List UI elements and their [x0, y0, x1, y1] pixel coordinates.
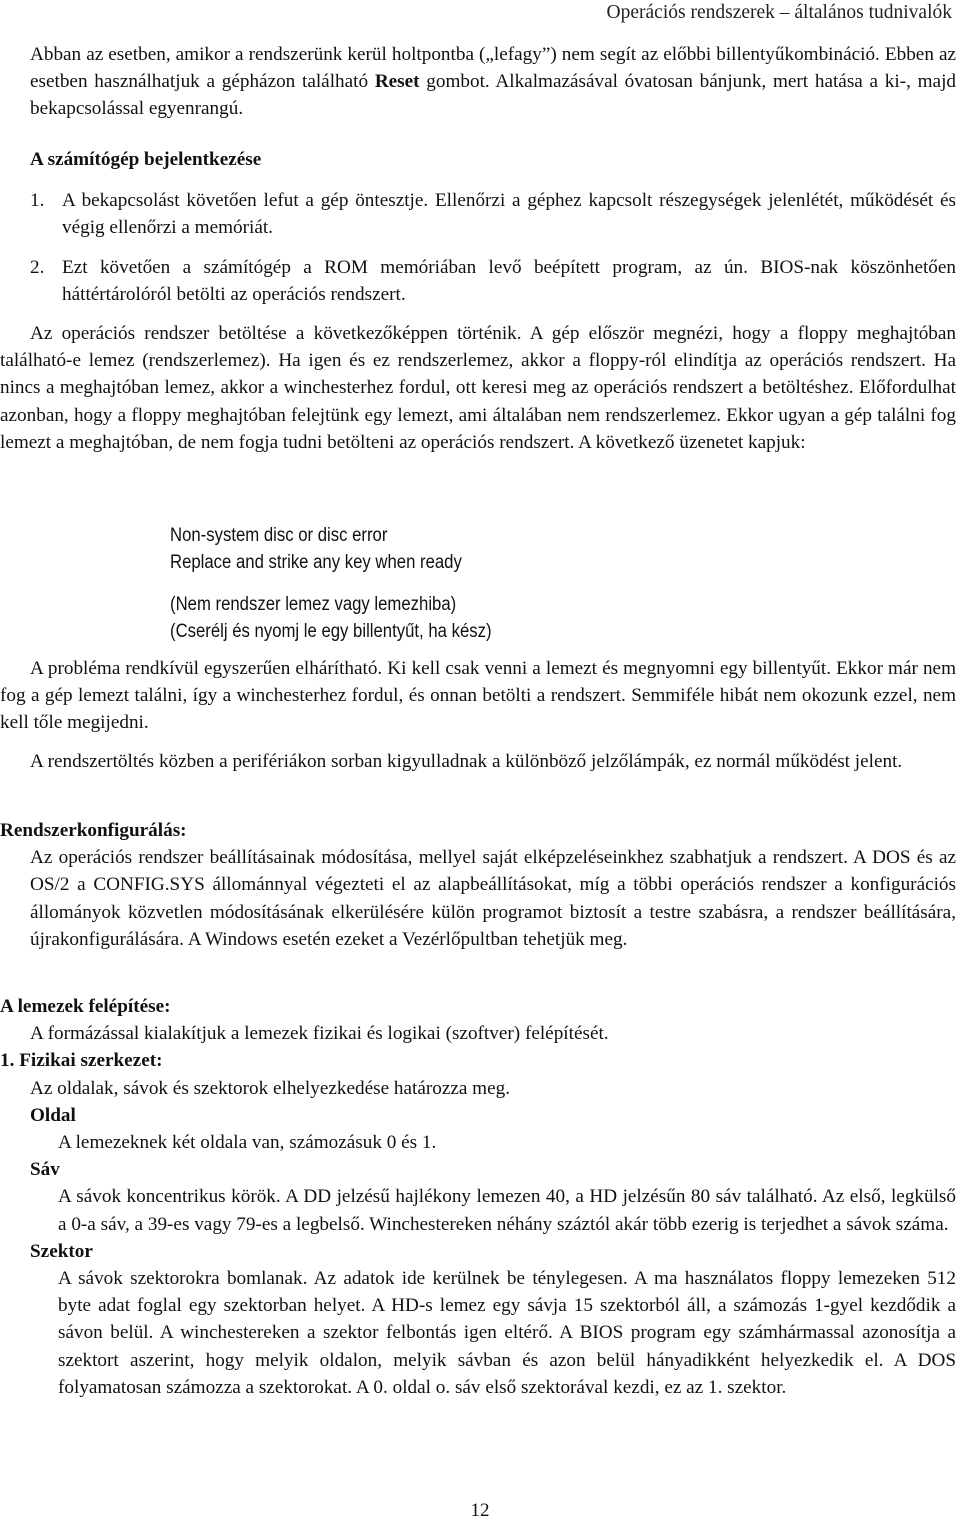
config-heading: Rendszerkonfigurálás: — [0, 820, 187, 841]
side-paragraph: A lemezeknek két oldala van, számozásuk 0 és 1. — [58, 1132, 437, 1154]
lamps-paragraph: A rendszertöltés közben a perifériákon sorban kigyulladnak a különböző jelzőlámpák, ez normál működést jelent. — [30, 751, 903, 772]
login-heading-block — [0, 146, 960, 173]
error-message-line-2: Replace and strike any key when ready — [170, 552, 462, 573]
step-1-text: A bekapcsolást követően lefut a gép öntesztje. Ellenőrzi a géphez kapcsolt részegységek jelenlétét, működését és végig ellenőrzi a memóriát. — [62, 190, 956, 239]
step-1-number: 1. — [30, 190, 45, 211]
step-2-text: Ezt követően a számítógép a ROM memóriában levő beépített program, az ún. BIOS-nak köszönhetően háttértárolóról betölti az operációs rendszert. — [62, 257, 956, 306]
problem-paragraph: A probléma rendkívül egyszerűen elhárítható. Ki kell csak venni a lemezt és megnyomni egy billentyűt. Ekkor már nem fog a gép lemezt találni, így a winchesterhez fordul, és onnan betölti a rendszert. Semmiféle hibát nem okozunk ezzel, nem kell tőle megijedni. — [0, 658, 956, 734]
disk-heading: A lemezek felépítése: — [0, 996, 171, 1017]
disk-section — [0, 993, 960, 1401]
step-2-number: 2. — [30, 257, 45, 278]
sector-heading: Szektor — [30, 1240, 93, 1262]
intro-text-start: Abban az esetben, amikor a rendszerünk kerül holtpontba („lefagy”) nem segít az előbbi billentyűkombináció. Ebben az esetben használhatjuk a gépházon található — [30, 44, 956, 93]
physical-heading: 1. Fizikai szerkezet: — [0, 1050, 163, 1072]
track-paragraph: A sávok koncentrikus körök. A DD jelzésű hajlékony lemezen 40, a HD jelzésűn 80 sáv található. Az első, legkülső a 0-a sáv, a 39-es vagy 79-es a legbelső. Winchestereken néhány száztól akár több ezerig is terjedhet a sávok száma. — [58, 1186, 956, 1235]
page-header: Operációs rendszerek – általános tudnivalók — [606, 2, 952, 23]
boot-paragraph-block — [0, 320, 960, 456]
side-heading: Oldal — [30, 1104, 76, 1126]
error-message-line-1: Non-system disc or disc error — [170, 525, 388, 546]
error-translation-line-2: (Cserélj és nyomj le egy billentyűt, ha kész) — [170, 621, 492, 642]
lamps-paragraph-block — [0, 748, 960, 775]
physical-paragraph: Az oldalak, sávok és szektorok elhelyezkedése határozza meg. — [30, 1077, 511, 1099]
login-heading: A számítógép bejelentkezése — [30, 149, 262, 170]
intro-text-end: gombot. Alkalmazásával óvatosan bánjunk, mert hatása a ki-, majd bekapcsolással egyenrangú. — [30, 71, 957, 120]
config-section — [0, 817, 960, 953]
intro-paragraph — [0, 41, 960, 123]
disk-paragraph: A formázással kialakítjuk a lemezek fizikai és logikai (szoftver) felépítését. — [30, 1023, 609, 1045]
error-translation-line-1: (Nem rendszer lemez vagy lemezhiba) — [170, 594, 457, 615]
problem-paragraph-block — [0, 655, 960, 737]
boot-paragraph: Az operációs rendszer betöltése a következőképpen történik. A gép először megnézi, hogy a floppy meghajtóban található-e lemez (rendszerlemez). Ha igen és ez rendszerlemez, akkor a floppy-ról elindítja az operációs rendszert. Ha nincs a meghajtóban lemez, akkor a winchesterhez fordul, ott keresi meg az operációs rendszert a betöltéshez. Előfordulhat azonban, hogy a floppy meghajtóban felejtünk egy lemezt, ami általában nem rendszerlemez. Ekkor ugyan a gép találni fog lemezt a meghajtóban, de nem fogja tudni betölteni az operációs rendszert. A következő üzenetet kapjuk: — [0, 323, 956, 453]
page-number: 12 — [470, 1500, 490, 1521]
sector-paragraph: A sávok szektorokra bomlanak. Az adatok ide kerülnek be ténylegesen. A ma használatos floppy lemezeken 512 byte adat foglal egy szektorban helyet. A HD-s lemez egy sávja 15 szektorból áll, a számozás 1-gyel kezdődik a sávon belül. A winchestereken a szektor felbontás igen eltérő. A BIOS program egy számhármassal azonosítja a szektort aszerint, hogy melyik oldalon, melyik sávban és azon belül hányadikként helyezkedik el. A DOS folyamatosan számozza a szektorokat. A 0. oldal o. sáv első szektorával kezdi, ez az 1. szektor. — [58, 1268, 956, 1398]
reset-keyword: Reset — [374, 71, 420, 93]
step-2 — [30, 254, 956, 308]
track-heading: Sáv — [30, 1159, 60, 1181]
config-paragraph: Az operációs rendszer beállításainak módosítása, mellyel saját elképzeléseinkhez szabhatjuk a rendszert. A DOS és az OS/2 a CONFIG.SYS állománnyal végezteti el az alapbeállításokat, míg a többi operációs rendszer a konfigurációs állományok közvetlen módosításának elkerülésére külön programot biztosít a testre szabásra, a rendszer beállítására, újrakonfigurálására. A Windows esetén ezeket a Vezérlőpultban tehetjük meg. — [30, 847, 956, 950]
step-1 — [30, 187, 956, 241]
